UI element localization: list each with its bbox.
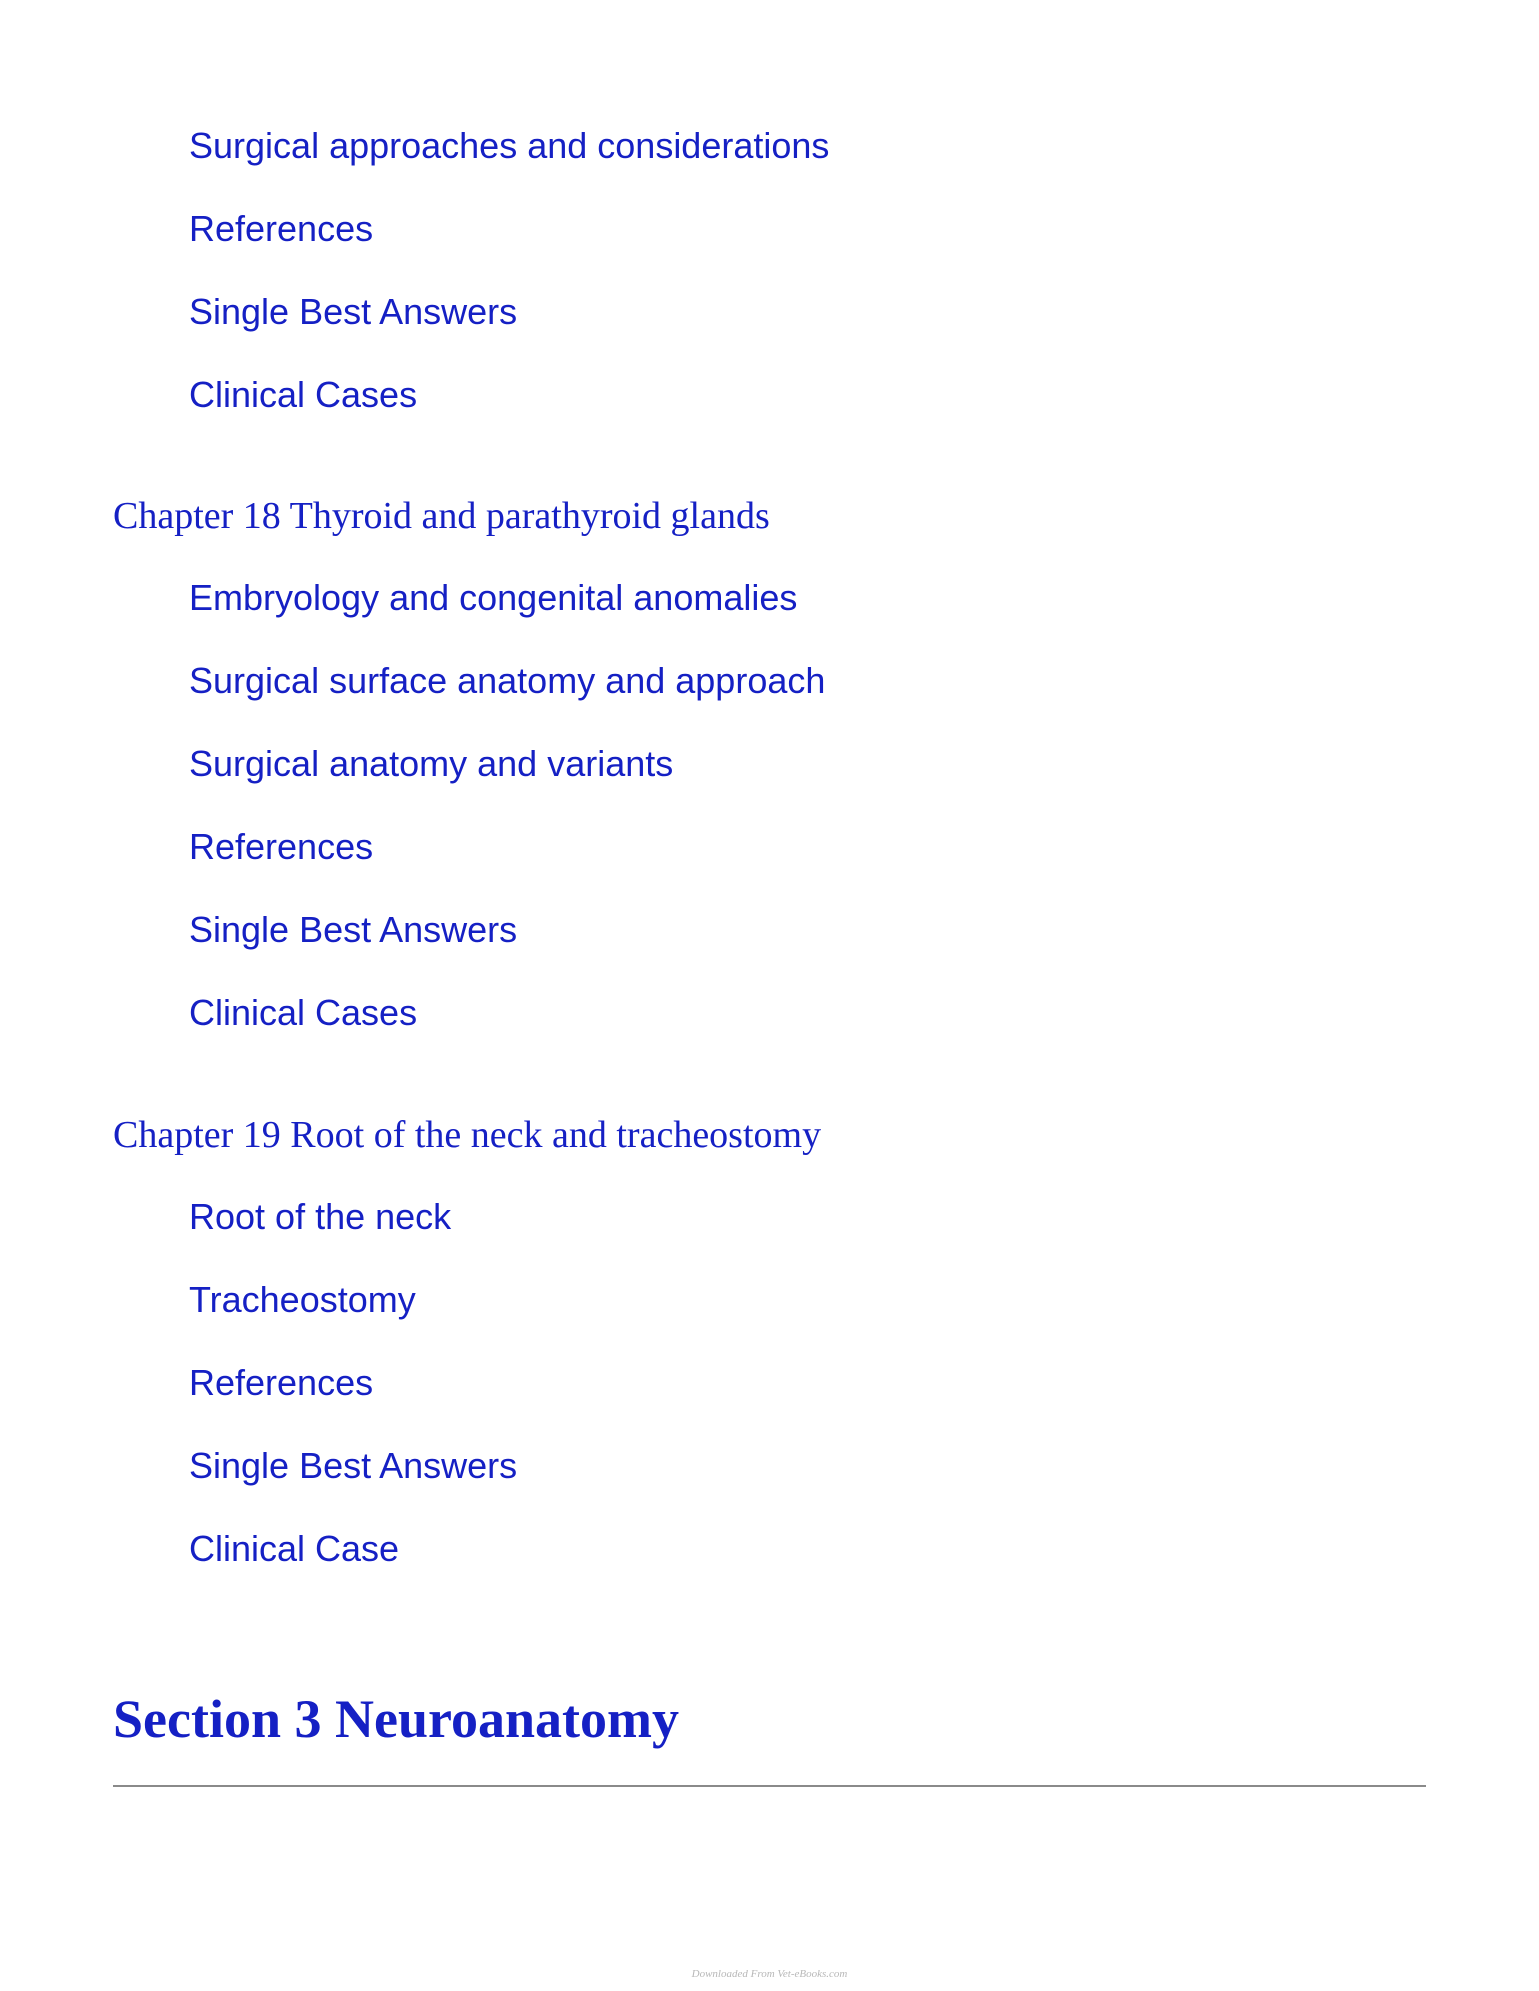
toc-link-clinical-case[interactable]: Clinical Case [189,1528,400,1569]
toc-link-tracheostomy[interactable]: Tracheostomy [189,1279,416,1320]
toc-chapter-18[interactable]: Chapter 18 Thyroid and parathyroid glands [113,495,770,537]
toc-link-surgical-surface-anatomy[interactable]: Surgical surface anatomy and approach [189,660,826,701]
toc-link-references[interactable]: References [189,1362,374,1403]
toc-link-single-best-answers[interactable]: Single Best Answers [189,291,518,332]
footer-watermark: Downloaded From Vet-eBooks.com [691,1968,848,1980]
toc-link-single-best-answers[interactable]: Single Best Answers [189,909,518,950]
toc-link-embryology[interactable]: Embryology and congenital anomalies [189,577,798,618]
section-divider [113,1785,1426,1787]
toc-link-references[interactable]: References [189,826,374,867]
toc-link-surgical-approaches[interactable]: Surgical approaches and considerations [189,125,830,166]
toc-link-clinical-cases[interactable]: Clinical Cases [189,374,418,415]
toc-link-single-best-answers[interactable]: Single Best Answers [189,1445,518,1486]
toc-link-references[interactable]: References [189,208,374,249]
toc-chapter-19[interactable]: Chapter 19 Root of the neck and tracheostomy [113,1114,822,1156]
toc-link-root-of-neck[interactable]: Root of the neck [189,1196,452,1237]
toc-link-clinical-cases[interactable]: Clinical Cases [189,992,418,1033]
section-heading: Section 3 Neuroanatomy [113,1689,679,1749]
toc-link-surgical-anatomy-variants[interactable]: Surgical anatomy and variants [189,743,674,784]
